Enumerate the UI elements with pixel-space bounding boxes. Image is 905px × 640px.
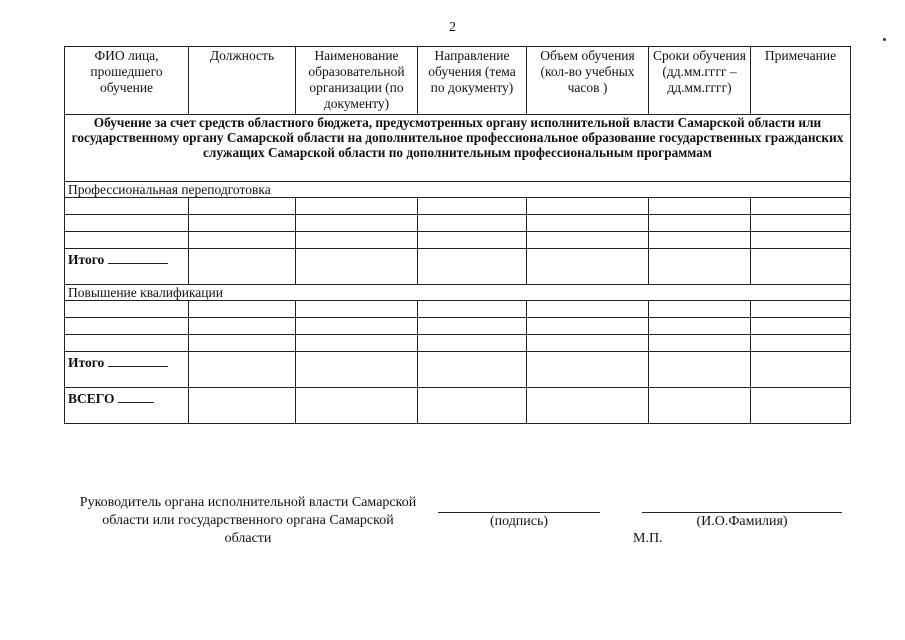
cell[interactable] bbox=[189, 388, 296, 424]
total-blank[interactable] bbox=[108, 251, 168, 264]
subsection-qualification: Повышение квалификации bbox=[65, 285, 851, 301]
subsection-retraining: Профессиональная переподготовка bbox=[65, 182, 851, 198]
cell[interactable] bbox=[751, 388, 851, 424]
cell[interactable] bbox=[65, 335, 189, 352]
grand-total-label-cell bbox=[65, 388, 189, 424]
cell[interactable] bbox=[418, 249, 527, 285]
subsection-row-qualification bbox=[65, 285, 851, 301]
cell[interactable] bbox=[189, 301, 296, 318]
section-heading-row bbox=[65, 115, 851, 182]
cell[interactable] bbox=[751, 232, 851, 249]
cell[interactable] bbox=[527, 249, 649, 285]
cell[interactable] bbox=[527, 215, 649, 232]
total-label-cell bbox=[65, 249, 189, 285]
grand-total-blank[interactable] bbox=[118, 390, 154, 403]
grand-total-row bbox=[65, 388, 851, 424]
cell[interactable] bbox=[418, 301, 527, 318]
cell[interactable] bbox=[751, 249, 851, 285]
cell[interactable] bbox=[527, 388, 649, 424]
name-line[interactable] bbox=[642, 512, 842, 513]
total-blank[interactable] bbox=[108, 354, 168, 367]
cell[interactable] bbox=[751, 215, 851, 232]
cell[interactable] bbox=[418, 388, 527, 424]
cell[interactable] bbox=[65, 232, 189, 249]
signature-line[interactable] bbox=[438, 512, 600, 513]
table-row bbox=[65, 215, 851, 232]
cell[interactable] bbox=[296, 198, 418, 215]
cell[interactable] bbox=[649, 249, 751, 285]
cell[interactable] bbox=[189, 352, 296, 388]
cell[interactable] bbox=[296, 215, 418, 232]
table-row bbox=[65, 301, 851, 318]
header-position: Должность bbox=[189, 47, 296, 115]
cell[interactable] bbox=[418, 215, 527, 232]
cell[interactable] bbox=[527, 301, 649, 318]
total-label: Итого bbox=[68, 355, 105, 370]
cell[interactable] bbox=[189, 335, 296, 352]
cell[interactable] bbox=[65, 198, 189, 215]
signature-caption: (подпись) bbox=[489, 514, 549, 529]
header-note: Примечание bbox=[751, 47, 851, 115]
cell[interactable] bbox=[65, 301, 189, 318]
cell[interactable] bbox=[189, 215, 296, 232]
cell[interactable] bbox=[296, 232, 418, 249]
signatory-position: Руководитель органа исполнительной власти Самарской области или государственного органа Самарской области bbox=[79, 495, 417, 546]
cell[interactable] bbox=[296, 301, 418, 318]
header-fio: ФИО лица, прошедшего обучение bbox=[65, 47, 189, 115]
cell[interactable] bbox=[751, 198, 851, 215]
cell[interactable] bbox=[527, 318, 649, 335]
cell[interactable] bbox=[65, 215, 189, 232]
header-dates: Сроки обучения (дд.мм.гггг – дд.мм.гггг) bbox=[649, 47, 751, 115]
grand-total-label: ВСЕГО bbox=[68, 391, 115, 406]
section-heading: Обучение за счет средств областного бюджета, предусмотренных органу исполнительной власти Самарской области или государственному органу Самарской области на дополнительное профессиональное образование государственных гражданских служащих Самарской области по дополнительным профессиональным программам bbox=[65, 115, 851, 182]
cell[interactable] bbox=[527, 198, 649, 215]
cell[interactable] bbox=[296, 249, 418, 285]
cell[interactable] bbox=[296, 318, 418, 335]
page-number: 2 bbox=[449, 20, 456, 35]
cell[interactable] bbox=[418, 352, 527, 388]
cell[interactable] bbox=[649, 388, 751, 424]
cell[interactable] bbox=[527, 352, 649, 388]
total-row-qualification bbox=[65, 352, 851, 388]
cell[interactable] bbox=[649, 352, 751, 388]
cell[interactable] bbox=[418, 232, 527, 249]
cell[interactable] bbox=[751, 301, 851, 318]
scan-mark bbox=[883, 38, 886, 41]
cell[interactable] bbox=[527, 335, 649, 352]
total-label: Итого bbox=[68, 252, 105, 267]
cell[interactable] bbox=[418, 198, 527, 215]
subsection-row-retraining bbox=[65, 182, 851, 198]
header-organization: Наименование образовательной организации (по документу) bbox=[296, 47, 418, 115]
cell[interactable] bbox=[418, 335, 527, 352]
name-caption: (И.О.Фамилия) bbox=[696, 514, 788, 529]
table-row bbox=[65, 318, 851, 335]
table-row bbox=[65, 335, 851, 352]
header-row bbox=[65, 47, 851, 115]
cell[interactable] bbox=[189, 318, 296, 335]
stamp-label: М.П. bbox=[633, 531, 663, 546]
cell[interactable] bbox=[418, 318, 527, 335]
header-volume: Объем обучения (кол-во учебных часов ) bbox=[527, 47, 649, 115]
total-label-cell bbox=[65, 352, 189, 388]
cell[interactable] bbox=[65, 318, 189, 335]
cell[interactable] bbox=[296, 335, 418, 352]
header-direction: Направление обучения (тема по документу) bbox=[418, 47, 527, 115]
cell[interactable] bbox=[751, 318, 851, 335]
report-table bbox=[64, 46, 851, 424]
cell[interactable] bbox=[649, 215, 751, 232]
cell[interactable] bbox=[649, 318, 751, 335]
cell[interactable] bbox=[189, 198, 296, 215]
cell[interactable] bbox=[296, 352, 418, 388]
cell[interactable] bbox=[649, 335, 751, 352]
cell[interactable] bbox=[649, 198, 751, 215]
cell[interactable] bbox=[751, 335, 851, 352]
cell[interactable] bbox=[649, 301, 751, 318]
table-row bbox=[65, 232, 851, 249]
cell[interactable] bbox=[527, 232, 649, 249]
cell[interactable] bbox=[296, 388, 418, 424]
table-row bbox=[65, 198, 851, 215]
cell[interactable] bbox=[189, 232, 296, 249]
cell[interactable] bbox=[751, 352, 851, 388]
cell[interactable] bbox=[649, 232, 751, 249]
total-row-retraining bbox=[65, 249, 851, 285]
cell[interactable] bbox=[189, 249, 296, 285]
